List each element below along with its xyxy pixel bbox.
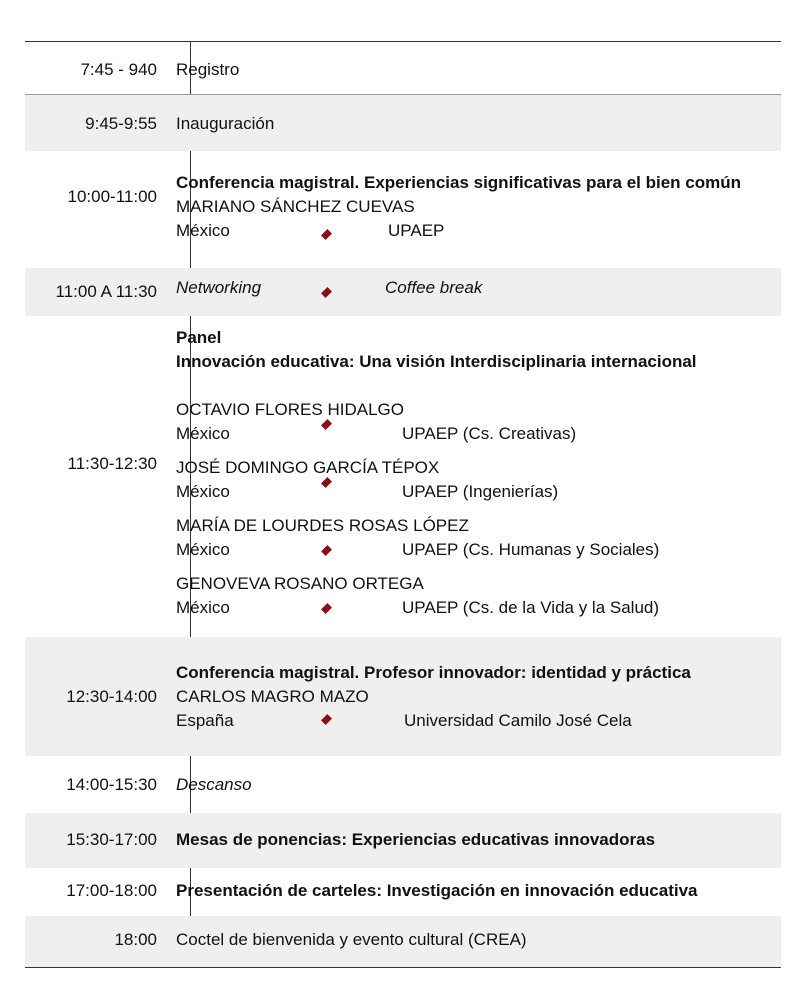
speaker-country: España [176,711,234,730]
row-time: 15:30-17:00 [66,830,157,849]
row-time: 11:00 A 11:30 [55,282,157,301]
panelist [176,572,775,630]
row-activity [176,276,775,300]
panelist-affiliation: UPAEP (Ingenierías) [402,482,559,501]
speaker-origin [176,709,775,733]
diamond-icon [321,545,332,556]
panelist-name: MARÍA DE LOURDES ROSAS LÓPEZ [176,516,469,535]
schedule-row-panel [25,316,781,637]
row-time: 12:30-14:00 [66,687,157,706]
panelist-affiliation: UPAEP (Cs. de la Vida y la Salud) [402,598,660,617]
row-activity: Coctel de bienvenida y evento cultural (CREA) [176,930,527,949]
panelist-affiliation: UPAEP (Cs. Humanas y Sociales) [402,540,660,559]
speaker-affiliation: UPAEP [388,221,445,240]
schedule-row-conferencia-1 [25,151,781,268]
panelist-name: OCTAVIO FLORES HIDALGO [176,400,404,419]
schedule-row-conferencia-2 [25,637,781,756]
speaker-name: MARIANO SÁNCHEZ CUEVAS [176,197,415,216]
schedule-row-registro [25,42,781,94]
row-activity [176,326,775,630]
row-time: 9:45-9:55 [85,114,157,133]
row-time: 11:30-12:30 [67,454,157,473]
panelist-country: México [176,540,230,559]
schedule-row-inauguracion [25,94,781,151]
speaker-country: México [176,221,230,240]
panelist-country: México [176,598,230,617]
schedule-row-coctel [25,916,781,967]
diamond-icon [321,287,332,298]
conference-title: Conferencia magistral. Experiencias significativas para el bien común [176,173,741,192]
speaker-affiliation: Universidad Camilo José Cela [404,711,632,730]
row-activity: Inauguración [176,114,275,133]
diamond-icon [321,714,332,725]
panel-title: Innovación educativa: Una visión Interdisciplinaria internacional [176,352,697,371]
speaker-name: CARLOS MAGRO MAZO [176,687,369,706]
row-time: 10:00-11:00 [67,187,157,206]
coffee-break-label: Coffee break [385,278,483,297]
schedule-row-descanso [25,756,781,813]
panelist-country: México [176,482,230,501]
panelist-name: GENOVEVA ROSANO ORTEGA [176,574,424,593]
panelist [176,398,775,456]
speaker-origin [176,219,775,243]
networking-label: Networking [176,278,262,297]
row-time: 18:00 [114,930,157,949]
panelist-affiliation: UPAEP (Cs. Creativas) [402,424,577,443]
row-time: 14:00-15:30 [66,775,157,794]
panelist [176,456,775,514]
schedule-row-mesas [25,813,781,868]
row-activity: Mesas de ponencias: Experiencias educativas innovadoras [176,830,656,849]
panelist-country: México [176,424,230,443]
schedule-row-carteles [25,868,781,916]
schedule-row-networking [25,268,781,316]
panelist-name: JOSÉ DOMINGO GARCÍA TÉPOX [176,458,440,477]
diamond-icon [321,603,332,614]
schedule-table [25,41,781,968]
row-activity: Descanso [176,775,252,794]
row-time: 7:45 - 940 [80,60,157,79]
row-activity: Presentación de carteles: Investigación en innovación educativa [176,881,698,900]
diamond-icon [321,229,332,240]
conference-title: Conferencia magistral. Profesor innovador: identidad y práctica [176,663,691,682]
panel-label: Panel [176,328,222,347]
panelist [176,514,775,572]
row-activity [176,661,775,733]
row-time: 17:00-18:00 [66,881,157,900]
row-activity [176,171,775,243]
row-activity: Registro [176,60,240,79]
